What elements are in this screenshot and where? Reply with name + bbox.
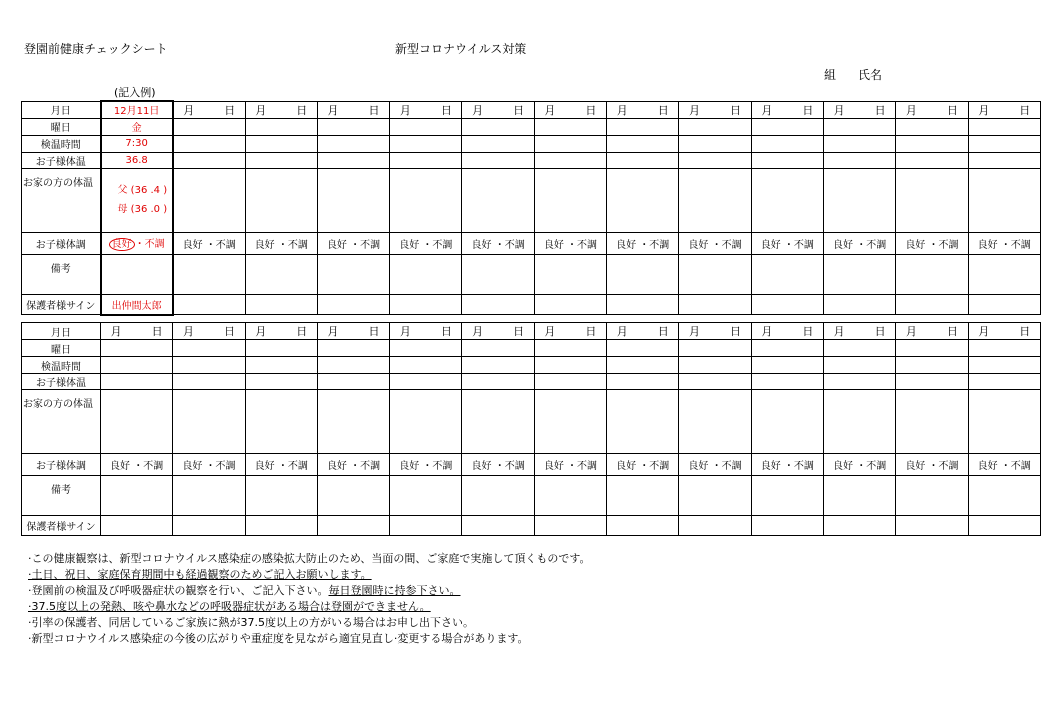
signature-row — [22, 516, 1041, 536]
month-day-blank: 月 日 — [255, 325, 308, 338]
memo-row — [22, 254, 1041, 294]
child-temp-cell[interactable] — [968, 374, 1040, 390]
child-temp-cell[interactable] — [462, 374, 534, 390]
memo-cell[interactable] — [823, 476, 895, 516]
family-temp-cell[interactable] — [823, 390, 895, 454]
notes — [28, 551, 591, 647]
month-day-blank: 月 日 — [761, 325, 814, 338]
child-temp-cell[interactable] — [390, 152, 462, 168]
family-temp-label: お家の方の体温 — [22, 168, 101, 232]
time-cell[interactable] — [462, 135, 534, 152]
note-item: ·新型コロナウイルス感染症の今後の広がりや重症度を見ながら適宜見直し·変更する場合があります。 — [28, 632, 529, 645]
condition-cell[interactable]: 良好 ・不調 — [173, 454, 245, 476]
family-temp-cell[interactable] — [317, 390, 389, 454]
condition-good-circled: 良好 — [109, 238, 135, 251]
memo-cell[interactable] — [823, 254, 895, 294]
class-name-line — [824, 66, 882, 83]
date-row — [22, 101, 1041, 118]
memo-cell[interactable] — [390, 254, 462, 294]
family-temp-cell[interactable] — [534, 390, 606, 454]
condition-cell[interactable]: 良好 ・不調 — [607, 232, 679, 254]
signature-cell[interactable] — [968, 516, 1040, 536]
month-day-blank: 月 日 — [399, 325, 452, 338]
signature-cell[interactable] — [607, 294, 679, 315]
family-temp-cell[interactable] — [607, 168, 679, 232]
family-temp-cell[interactable] — [173, 390, 245, 454]
month-day-blank: 月 日 — [544, 325, 597, 338]
family-temp-cell[interactable] — [679, 390, 751, 454]
day-label: 曜日 — [22, 340, 101, 357]
signature-cell[interactable] — [679, 516, 751, 536]
signature-cell[interactable] — [390, 294, 462, 315]
signature-label: 保護者様サイン — [22, 294, 101, 315]
child-temp-cell[interactable] — [173, 374, 245, 390]
condition-cell[interactable]: 良好 ・不調 — [751, 232, 823, 254]
date-cell[interactable] — [896, 101, 968, 118]
month-day-blank: 月 日 — [905, 103, 958, 117]
child-temp-row — [22, 152, 1041, 168]
memo-cell[interactable] — [462, 476, 534, 516]
condition-label: お子様体調 — [22, 232, 101, 254]
signature-cell[interactable] — [607, 516, 679, 536]
month-day-blank: 月 日 — [689, 103, 742, 117]
memo-cell[interactable] — [968, 476, 1040, 516]
date-cell[interactable] — [607, 101, 679, 118]
date-row — [22, 323, 1041, 340]
signature-cell[interactable] — [245, 516, 317, 536]
child-temp-cell[interactable] — [679, 374, 751, 390]
day-cell[interactable] — [823, 340, 895, 357]
time-cell[interactable] — [173, 135, 245, 152]
date-cell[interactable] — [101, 323, 173, 340]
memo-cell[interactable] — [896, 254, 968, 294]
day-cell[interactable] — [462, 340, 534, 357]
signature-row — [22, 294, 1041, 315]
condition-cell[interactable]: 良好 ・不調 — [679, 232, 751, 254]
date-cell[interactable] — [317, 323, 389, 340]
day-cell[interactable] — [390, 340, 462, 357]
time-label: 検温時間 — [22, 135, 101, 152]
page-subtitle: 新型コロナウイルス対策 — [395, 42, 527, 56]
date-cell[interactable] — [968, 323, 1040, 340]
family-temp-cell[interactable] — [751, 168, 823, 232]
month-day-blank: 月 日 — [182, 325, 235, 338]
family-temp-cell[interactable] — [823, 168, 895, 232]
date-cell[interactable] — [245, 101, 317, 118]
signature-cell[interactable] — [534, 294, 606, 315]
date-cell[interactable] — [173, 323, 245, 340]
child-temp-cell[interactable] — [534, 374, 606, 390]
date-cell[interactable] — [896, 323, 968, 340]
date-cell[interactable] — [462, 101, 534, 118]
condition-cell[interactable]: 良好 ・不調 — [968, 454, 1040, 476]
memo-label: 備考 — [22, 476, 101, 516]
time-cell[interactable] — [751, 357, 823, 374]
child-temp-label: お子様体温 — [22, 374, 101, 390]
memo-cell[interactable] — [245, 254, 317, 294]
time-row — [22, 357, 1041, 374]
signature-cell[interactable] — [462, 294, 534, 315]
day-cell[interactable] — [101, 340, 173, 357]
signature-cell[interactable] — [173, 516, 245, 536]
child-temp-row — [22, 374, 1041, 390]
time-cell[interactable] — [823, 357, 895, 374]
condition-cell[interactable]: 良好 ・不調 — [751, 454, 823, 476]
time-cell[interactable] — [534, 135, 606, 152]
time-cell[interactable] — [534, 357, 606, 374]
condition-cell[interactable]: 良好 ・不調 — [101, 454, 173, 476]
family-temp-cell[interactable] — [968, 390, 1040, 454]
family-temp-cell[interactable] — [245, 390, 317, 454]
memo-cell[interactable] — [317, 254, 389, 294]
month-day-blank: 月 日 — [616, 325, 669, 338]
condition-cell[interactable]: 良好 ・不調 — [823, 232, 895, 254]
condition-cell[interactable]: 良好 ・不調 — [679, 454, 751, 476]
family-temp-row — [22, 168, 1041, 232]
condition-rest: ・不調 — [134, 239, 165, 250]
condition-cell[interactable]: 良好 ・不調 — [462, 232, 534, 254]
day-cell[interactable] — [317, 340, 389, 357]
note-item: ·37.5度以上の発熱、咳や鼻水などの呼吸器症状がある場合は登園ができません。 — [28, 600, 431, 613]
time-cell[interactable] — [390, 357, 462, 374]
child-temp-cell[interactable] — [751, 152, 823, 168]
time-row — [22, 135, 1041, 152]
memo-row — [22, 476, 1041, 516]
day-cell[interactable] — [968, 340, 1040, 357]
family-temp-cell[interactable] — [462, 390, 534, 454]
condition-cell[interactable]: 良好 ・不調 — [317, 232, 389, 254]
memo-cell[interactable] — [679, 476, 751, 516]
day-cell[interactable] — [534, 118, 606, 135]
time-cell[interactable] — [968, 357, 1040, 374]
date-cell[interactable] — [534, 323, 606, 340]
family-temp-cell[interactable] — [896, 168, 968, 232]
condition-row — [22, 454, 1041, 476]
child-temp-cell[interactable] — [317, 374, 389, 390]
day-cell[interactable] — [245, 340, 317, 357]
condition-cell[interactable]: 良好 ・不調 — [896, 232, 968, 254]
date-cell[interactable] — [679, 323, 751, 340]
condition-cell[interactable]: 良好 ・不調 — [390, 454, 462, 476]
family-temp-cell[interactable] — [173, 168, 245, 232]
time-cell[interactable] — [101, 357, 173, 374]
day-cell[interactable] — [679, 118, 751, 135]
month-day-blank: 月 日 — [472, 325, 525, 338]
condition-cell[interactable]: 良好 ・不調 — [607, 454, 679, 476]
time-cell[interactable] — [823, 135, 895, 152]
day-cell[interactable] — [823, 118, 895, 135]
memo-cell[interactable] — [679, 254, 751, 294]
memo-cell[interactable] — [173, 254, 245, 294]
month-day-blank: 月 日 — [110, 325, 163, 338]
child-temp-cell[interactable] — [462, 152, 534, 168]
day-cell[interactable] — [534, 340, 606, 357]
date-cell[interactable] — [823, 101, 895, 118]
condition-cell[interactable]: 良好 ・不調 — [317, 454, 389, 476]
time-cell[interactable] — [317, 357, 389, 374]
signature-cell[interactable] — [679, 294, 751, 315]
day-cell[interactable] — [679, 340, 751, 357]
example-label: (記入例) — [114, 86, 156, 99]
date-cell[interactable] — [173, 101, 245, 118]
condition-label: お子様体調 — [22, 454, 101, 476]
memo-cell[interactable] — [968, 254, 1040, 294]
child-temp-cell[interactable] — [101, 374, 173, 390]
time-cell[interactable] — [968, 135, 1040, 152]
time-label: 検温時間 — [22, 357, 101, 374]
family-temp-row — [22, 390, 1041, 454]
signature-cell[interactable] — [317, 294, 389, 315]
month-day-blank: 月 日 — [399, 103, 452, 117]
child-temp-cell[interactable] — [896, 152, 968, 168]
month-day-blank: 月 日 — [833, 325, 886, 338]
date-cell[interactable] — [968, 101, 1040, 118]
child-temp-cell[interactable] — [245, 374, 317, 390]
condition-cell[interactable]: 良好 ・不調 — [173, 232, 245, 254]
example-family-temps — [102, 181, 172, 219]
month-day-blank: 月 日 — [905, 325, 958, 338]
memo-cell[interactable] — [896, 476, 968, 516]
family-temp-cell[interactable] — [679, 168, 751, 232]
condition-row — [22, 232, 1041, 254]
day-cell[interactable] — [607, 118, 679, 135]
day-label: 曜日 — [22, 118, 101, 135]
example-date-cell: 12月11日 — [101, 101, 173, 118]
day-cell[interactable] — [896, 118, 968, 135]
family-temp-cell[interactable] — [101, 390, 173, 454]
time-cell[interactable] — [679, 357, 751, 374]
time-cell[interactable] — [245, 357, 317, 374]
month-day-blank: 月 日 — [183, 103, 236, 117]
child-temp-cell[interactable] — [823, 374, 895, 390]
day-cell[interactable] — [968, 118, 1040, 135]
condition-cell[interactable]: 良好 ・不調 — [968, 232, 1040, 254]
family-temp-cell[interactable] — [751, 390, 823, 454]
memo-cell[interactable] — [751, 476, 823, 516]
date-cell[interactable] — [317, 101, 389, 118]
child-temp-cell[interactable] — [896, 374, 968, 390]
memo-cell[interactable] — [245, 476, 317, 516]
day-cell[interactable] — [245, 118, 317, 135]
example-condition-cell — [101, 232, 173, 254]
family-temp-cell[interactable] — [896, 390, 968, 454]
day-cell[interactable] — [173, 118, 245, 135]
date-cell[interactable] — [751, 323, 823, 340]
day-cell[interactable] — [462, 118, 534, 135]
page-title: 登園前健康チェックシート — [24, 42, 168, 56]
family-temp-cell[interactable] — [245, 168, 317, 232]
name-label: 氏名 — [858, 68, 883, 82]
example-child-temp-cell: 36.8 — [101, 152, 173, 168]
signature-cell[interactable] — [896, 294, 968, 315]
time-cell[interactable] — [607, 135, 679, 152]
signature-cell[interactable] — [823, 294, 895, 315]
time-cell[interactable] — [317, 135, 389, 152]
family-temp-cell[interactable] — [462, 168, 534, 232]
month-day-blank: 月 日 — [689, 325, 742, 338]
date-cell[interactable] — [823, 323, 895, 340]
signature-cell[interactable] — [173, 294, 245, 315]
time-cell[interactable] — [679, 135, 751, 152]
month-day-blank: 月 日 — [761, 103, 814, 117]
family-temp-cell[interactable] — [390, 168, 462, 232]
date-cell[interactable] — [245, 323, 317, 340]
check-table-1 — [21, 100, 1041, 316]
class-label: 組 — [824, 68, 837, 82]
child-temp-cell[interactable] — [679, 152, 751, 168]
date-cell[interactable] — [679, 101, 751, 118]
family-temp-cell[interactable] — [968, 168, 1040, 232]
signature-cell[interactable] — [245, 294, 317, 315]
month-day-blank: 月 日 — [327, 325, 380, 338]
condition-cell[interactable]: 良好 ・不調 — [534, 232, 606, 254]
family-temp-cell[interactable] — [607, 390, 679, 454]
memo-cell[interactable] — [101, 476, 173, 516]
condition-cell[interactable]: 良好 ・不調 — [823, 454, 895, 476]
signature-cell[interactable] — [751, 294, 823, 315]
signature-cell[interactable] — [823, 516, 895, 536]
memo-label: 備考 — [22, 254, 101, 294]
family-temp-cell[interactable] — [317, 168, 389, 232]
time-cell[interactable] — [896, 135, 968, 152]
memo-cell[interactable] — [534, 254, 606, 294]
example-memo-cell — [101, 254, 173, 294]
time-cell[interactable] — [607, 357, 679, 374]
family-temp-cell[interactable] — [390, 390, 462, 454]
memo-cell[interactable] — [607, 476, 679, 516]
day-cell[interactable] — [751, 118, 823, 135]
month-day-blank: 月 日 — [472, 103, 525, 117]
family-temp-label: お家の方の体温 — [22, 390, 101, 454]
child-temp-cell[interactable] — [173, 152, 245, 168]
date-cell[interactable] — [462, 323, 534, 340]
child-temp-cell[interactable] — [534, 152, 606, 168]
date-cell[interactable] — [390, 323, 462, 340]
time-cell[interactable] — [390, 135, 462, 152]
date-label: 月日 — [22, 323, 101, 340]
memo-cell[interactable] — [534, 476, 606, 516]
memo-cell[interactable] — [317, 476, 389, 516]
date-label: 月日 — [22, 101, 101, 118]
day-row — [22, 118, 1041, 135]
memo-cell[interactable] — [173, 476, 245, 516]
time-cell[interactable] — [896, 357, 968, 374]
time-cell[interactable] — [462, 357, 534, 374]
month-day-blank: 月 日 — [978, 103, 1031, 117]
month-day-blank: 月 日 — [833, 103, 886, 117]
time-cell[interactable] — [245, 135, 317, 152]
signature-cell[interactable] — [534, 516, 606, 536]
child-temp-cell[interactable] — [390, 374, 462, 390]
signature-cell[interactable] — [317, 516, 389, 536]
child-temp-cell[interactable] — [607, 152, 679, 168]
memo-cell[interactable] — [751, 254, 823, 294]
child-temp-cell[interactable] — [823, 152, 895, 168]
example-signature-cell: 出仲間太郎 — [101, 294, 173, 315]
month-day-blank: 月 日 — [616, 103, 669, 117]
condition-cell[interactable]: 良好 ・不調 — [896, 454, 968, 476]
memo-cell[interactable] — [462, 254, 534, 294]
date-cell[interactable] — [751, 101, 823, 118]
child-temp-cell[interactable] — [317, 152, 389, 168]
signature-cell[interactable] — [101, 516, 173, 536]
memo-cell[interactable] — [390, 476, 462, 516]
mother-temp: 母 (36 .0 ) — [117, 204, 168, 215]
month-day-blank: 月 日 — [327, 103, 380, 117]
note-item: ·登園前の検温及び呼吸器症状の観察を行い、ご記入下さい。毎日登園時に持参下さい。 — [28, 584, 461, 597]
condition-cell[interactable]: 良好 ・不調 — [390, 232, 462, 254]
condition-cell[interactable]: 良好 ・不調 — [534, 454, 606, 476]
note-item: ·この健康観察は、新型コロナウイルス感染症の感染拡大防止のため、当面の間、ご家庭で実施して頂くものです。 — [28, 552, 591, 565]
time-cell[interactable] — [751, 135, 823, 152]
note-item: ·引率の保護者、同居しているご家族に熱が37.5度以上の方がいる場合はお申し出下さい。 — [28, 616, 474, 629]
date-cell[interactable] — [534, 101, 606, 118]
signature-cell[interactable] — [968, 294, 1040, 315]
child-temp-cell[interactable] — [607, 374, 679, 390]
condition-cell[interactable]: 良好 ・不調 — [245, 454, 317, 476]
month-day-blank: 月 日 — [255, 103, 308, 117]
day-cell[interactable] — [317, 118, 389, 135]
signature-label: 保護者様サイン — [22, 516, 101, 536]
signature-cell[interactable] — [896, 516, 968, 536]
memo-cell[interactable] — [607, 254, 679, 294]
day-cell[interactable] — [607, 340, 679, 357]
father-temp: 父 (36 .4 ) — [117, 185, 168, 196]
example-family-temp-cell — [101, 168, 173, 232]
day-cell[interactable] — [896, 340, 968, 357]
child-temp-label: お子様体温 — [22, 152, 101, 168]
day-row — [22, 340, 1041, 357]
day-cell[interactable] — [390, 118, 462, 135]
child-temp-cell[interactable] — [968, 152, 1040, 168]
signature-cell[interactable] — [751, 516, 823, 536]
child-temp-cell[interactable] — [245, 152, 317, 168]
month-day-blank: 月 日 — [978, 325, 1031, 338]
signature-cell[interactable] — [462, 516, 534, 536]
note-item: ·土日、祝日、家庭保育期間中も経過観察のためご記入お願いします。 — [28, 568, 372, 581]
date-cell[interactable] — [607, 323, 679, 340]
example-time-cell: 7:30 — [101, 135, 173, 152]
example-day-cell: 金 — [101, 118, 173, 135]
child-temp-cell[interactable] — [751, 374, 823, 390]
family-temp-cell[interactable] — [534, 168, 606, 232]
day-cell[interactable] — [173, 340, 245, 357]
time-cell[interactable] — [173, 357, 245, 374]
check-table-2 — [21, 322, 1041, 536]
month-day-blank: 月 日 — [544, 103, 597, 117]
signature-cell[interactable] — [390, 516, 462, 536]
day-cell[interactable] — [751, 340, 823, 357]
condition-cell[interactable]: 良好 ・不調 — [462, 454, 534, 476]
condition-cell[interactable]: 良好 ・不調 — [245, 232, 317, 254]
date-cell[interactable] — [390, 101, 462, 118]
